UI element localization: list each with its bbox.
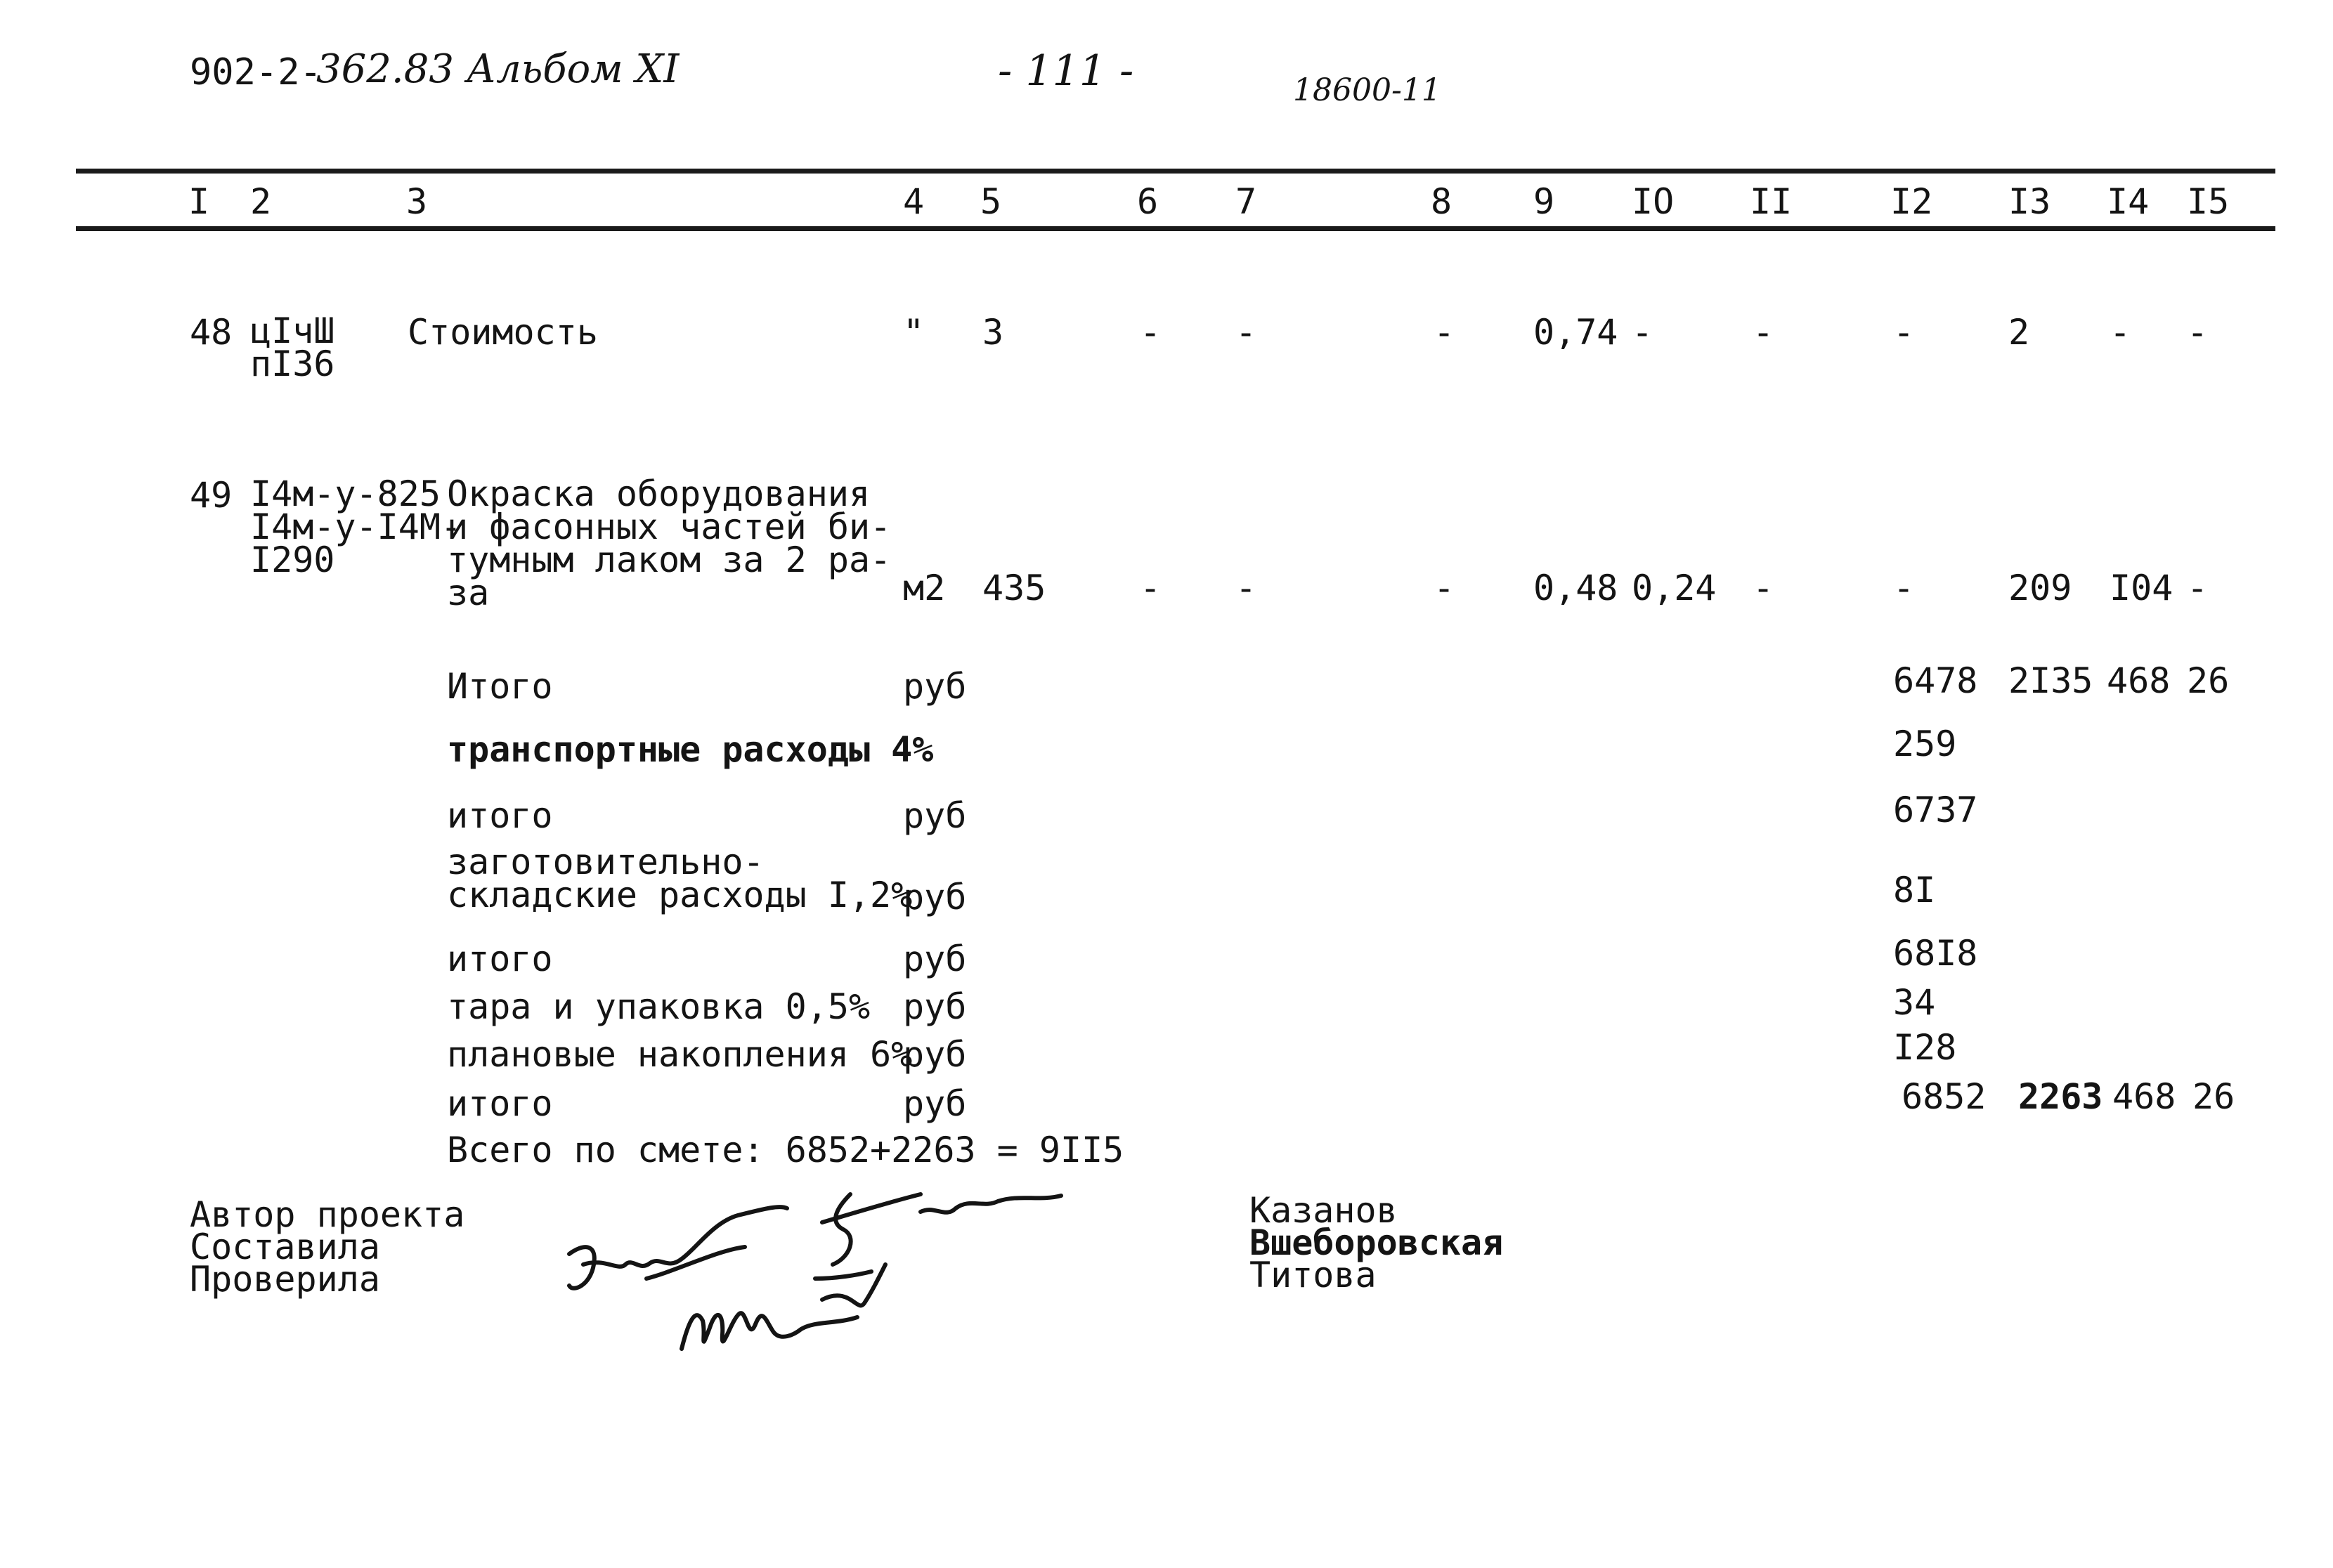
inventory-number: 18600-11 [1293,72,1441,108]
row-col6: - [1140,568,1162,608]
row-col15: - [2187,568,2209,608]
total-label: итого [447,939,553,979]
row-col8: - [1434,568,1455,608]
row-col12: - [1893,568,1915,608]
page-number: - 111 - [998,46,1134,96]
total-col15: 26 [2192,1076,2235,1117]
row-col9: 0,74 [1533,312,1618,353]
signature-role: Проверила [190,1259,380,1300]
row-code: цIчШ пI36 [250,311,335,384]
total-label: транспортные расходы 4% [447,729,934,770]
row-col10: 0,24 [1632,568,1717,608]
total-col12: 6737 [1893,790,1978,830]
total-col12: I28 [1893,1027,1957,1068]
total-label: итого [447,1083,553,1124]
total-col14: 468 [2112,1076,2176,1117]
total-unit: руб [903,1034,967,1075]
column-header: 7 [1235,181,1257,222]
row-col14: - [2110,312,2131,353]
row-col11: - [1753,312,1774,353]
total-label: тара и упаковка 0,5% [447,986,871,1027]
row-name: Стоимость [408,312,598,353]
total-unit: руб [903,666,967,707]
document-code-handwritten: 362.83 Альбом XI [316,46,680,92]
total-unit: руб [903,986,967,1027]
row-col7: - [1235,568,1257,608]
row-col10: - [1632,312,1653,353]
column-header: 9 [1533,181,1555,222]
signature-name: Казанов [1249,1190,1398,1231]
row-col12: - [1893,312,1915,353]
total-label: заготовительно- складские расходы I,2% [447,842,913,915]
table-header-bottom-rule [76,226,2275,231]
column-header: 4 [903,181,925,222]
row-quantity: 435 [982,568,1046,608]
total-col13: 2263 [2018,1076,2103,1117]
row-col15: - [2187,312,2209,353]
column-header: 6 [1137,181,1159,222]
column-header: 8 [1431,181,1453,222]
column-header: I2 [1890,181,1933,222]
total-label: плановые накопления 6% [447,1034,913,1075]
row-number: 49 [190,475,233,516]
signature-role: Автор проекта [190,1194,465,1235]
column-header: 5 [980,181,1002,222]
document-code: 902-2- [190,51,322,93]
signature-role: Составила [190,1227,380,1267]
column-header: 3 [406,181,428,222]
row-col14: I04 [2110,568,2173,608]
total-unit: руб [903,877,967,917]
row-unit: " [903,312,925,353]
total-col12: 6478 [1893,660,1978,701]
row-col8: - [1434,312,1455,353]
row-col9: 0,48 [1533,568,1618,608]
row-col6: - [1140,312,1162,353]
row-quantity: 3 [982,312,1004,353]
total-col12: 68I8 [1893,933,1978,974]
row-name: Окраска оборудования и фасонных частей би- тумным лаком за 2 ра- за [447,473,892,613]
row-code: I4м-у-825 I4м-у-I4М- I290 [250,473,462,580]
total-col15: 26 [2187,660,2230,701]
total-label: Итого [447,666,553,707]
handwritten-signatures [555,1180,1089,1391]
signature-name: Вшеборовская [1249,1222,1504,1263]
total-col12: 34 [1893,982,1936,1023]
total-col12: 259 [1893,724,1957,764]
total-unit: руб [903,795,967,836]
total-unit: руб [903,1083,967,1124]
total-label: итого [447,795,553,836]
row-col13: 2 [2008,312,2030,353]
total-col13: 2I35 [2008,660,2093,701]
total-unit: руб [903,939,967,979]
column-header: I5 [2187,181,2230,222]
grand-total: Всего по смете: 6852+2263 = 9II5 [447,1130,1124,1170]
column-header: II [1750,181,1793,222]
row-number: 48 [190,312,233,353]
row-col11: - [1753,568,1774,608]
row-col7: - [1235,312,1257,353]
row-col13: 209 [2008,568,2072,608]
total-col12: 6852 [1902,1076,1987,1117]
column-header: I [188,181,210,222]
total-col12: 8I [1893,870,1936,910]
table-top-rule [76,169,2275,174]
signature-name: Титова [1249,1255,1377,1295]
total-col14: 468 [2107,660,2171,701]
column-header: I4 [2107,181,2150,222]
row-unit: м2 [903,568,946,608]
column-header: 2 [250,181,272,222]
column-header: I3 [2008,181,2051,222]
column-header: IO [1632,181,1675,222]
